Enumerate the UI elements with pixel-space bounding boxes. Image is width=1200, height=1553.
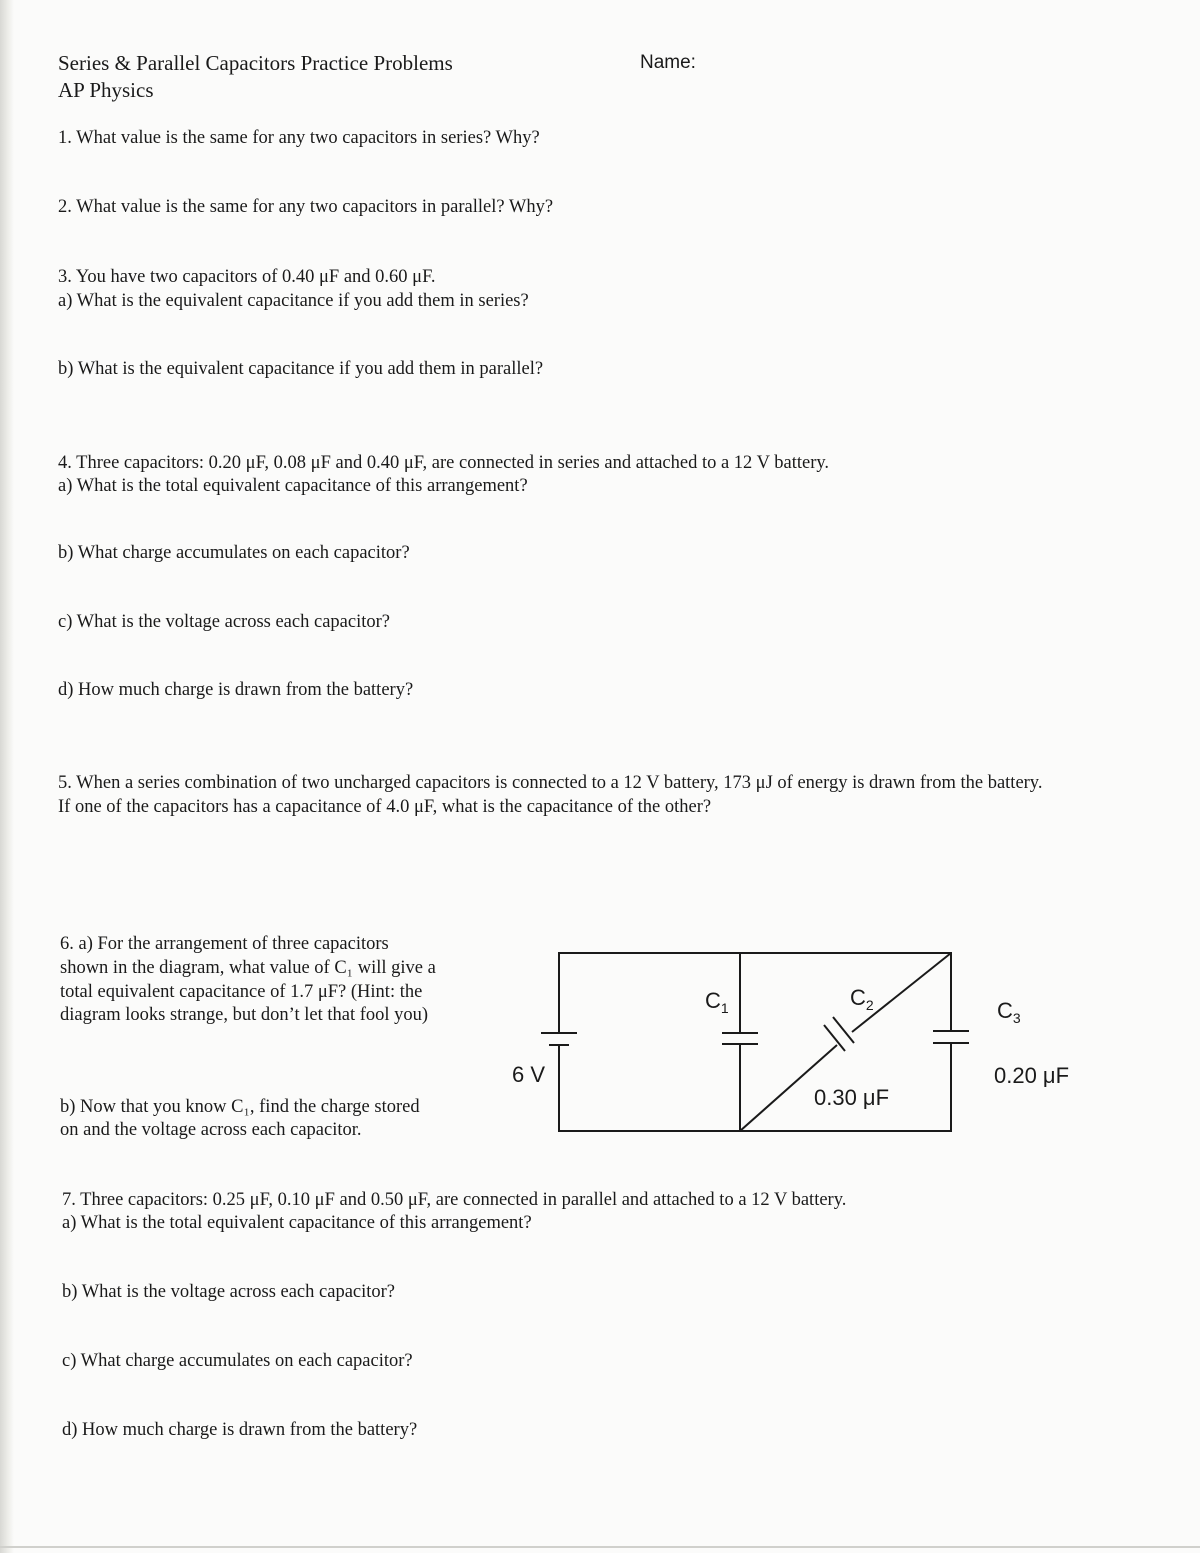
c3-label: $C_3$ <box>997 998 1021 1026</box>
scan-bottom-edge <box>0 1546 1200 1548</box>
problem-4-part-c: c) What is the voltage across each capacitor? <box>58 612 390 632</box>
problem-6a-line-3: total equivalent capacitance of 1.7 μF? (Hint: the <box>60 982 423 1002</box>
problem-3-part-b: b) What is the equivalent capacitance if you add them in parallel? <box>58 359 544 379</box>
problem-7-part-c: c) What charge accumulates on each capacitor? <box>62 1351 413 1371</box>
problem-6a-line-1: 6. a) For the arrangement of three capacitors <box>60 934 389 954</box>
problem-7-part-a: a) What is the total equivalent capacitance of this arrangement? <box>62 1213 532 1233</box>
problem-4-stem: 4. Three capacitors: 0.20 μF, 0.08 μF and 0.40 μF, are connected in series and attached to a 12 V battery. <box>58 453 830 473</box>
problem-5-line-2: If one of the capacitors has a capacitance of 4.0 μF, what is the capacitance of the other? <box>58 797 712 817</box>
problem-6b-line-1: b) Now that you know C₁, find the charge stored <box>60 1097 420 1117</box>
c3-value-label: 0.20 μF <box>994 1063 1070 1088</box>
problem-4-part-b: b) What charge accumulates on each capacitor? <box>58 543 410 563</box>
problem-7-part-d: d) How much charge is drawn from the battery? <box>62 1420 418 1440</box>
scan-edge-shadow <box>0 0 14 1553</box>
c2-value-label: 0.30 μF <box>814 1085 890 1110</box>
problem-4-part-a: a) What is the total equivalent capacitance of this arrangement? <box>58 476 528 496</box>
problem-3-part-a: a) What is the equivalent capacitance if you add them in series? <box>58 291 529 311</box>
problem-6a-line-4: diagram looks strange, but don’t let that fool you) <box>60 1005 429 1025</box>
problem-1: 1. What value is the same for any two capacitors in series? Why? <box>58 128 540 148</box>
problem-6a-line-2: shown in the diagram, what value of C₁ will give a <box>60 958 436 978</box>
course-label: AP Physics <box>58 78 154 102</box>
problem-7-part-b: b) What is the voltage across each capacitor? <box>62 1282 396 1302</box>
capacitor-circuit-diagram <box>500 935 1140 1155</box>
c2-label: $C_2$ <box>850 985 874 1013</box>
problem-2: 2. What value is the same for any two capacitors in parallel? Why? <box>58 197 554 217</box>
name-label: Name: <box>640 52 696 73</box>
wire-bottom-left <box>559 1045 740 1131</box>
worksheet-title: Series & Parallel Capacitors Practice Problems <box>58 51 453 75</box>
c1-label: $C_1$ <box>705 988 729 1016</box>
problem-5-line-1: 5. When a series combination of two uncharged capacitors is connected to a 12 V battery, 173 μJ of energy is drawn from the battery. <box>58 773 1043 793</box>
problem-3-stem: 3. You have two capacitors of 0.40 μF and 0.60 μF. <box>58 267 436 287</box>
wire-top-right <box>740 953 951 1031</box>
battery-voltage-label: 6 V <box>512 1062 546 1087</box>
problem-4-part-d: d) How much charge is drawn from the battery? <box>58 680 414 700</box>
problem-7-stem: 7. Three capacitors: 0.25 μF, 0.10 μF and 0.50 μF, are connected in parallel and attached to a 12 V battery. <box>62 1190 847 1210</box>
wire-diagonal-upper <box>852 953 951 1032</box>
problem-6b-line-2: on and the voltage across each capacitor. <box>60 1120 362 1140</box>
